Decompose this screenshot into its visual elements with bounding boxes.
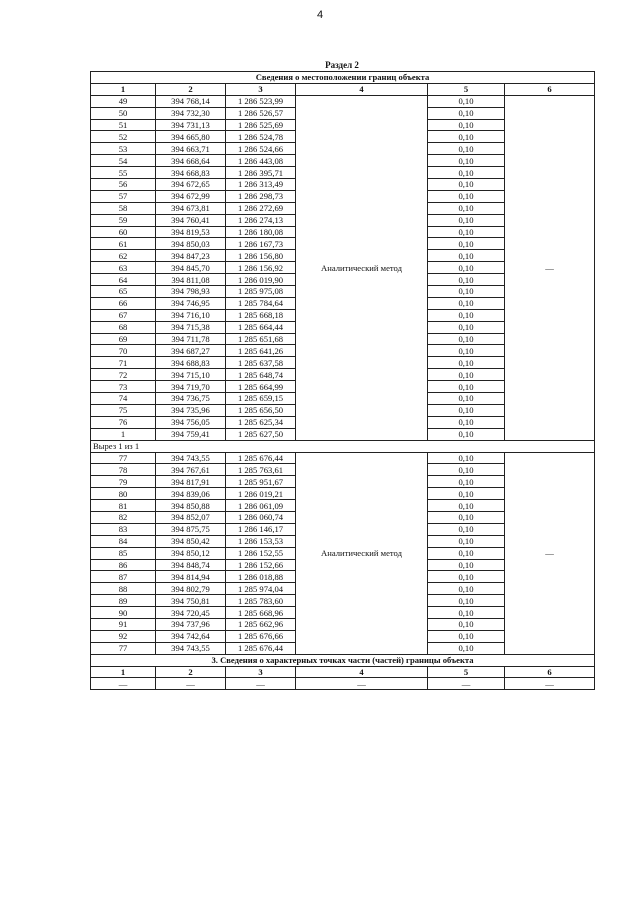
y-coordinate-cell: 1 285 668,96: [226, 607, 296, 619]
precision-cell: 0,10: [428, 452, 505, 464]
point-number-cell: 56: [91, 179, 156, 191]
precision-cell: 0,10: [428, 309, 505, 321]
y-coordinate-cell: 1 286 523,99: [226, 95, 296, 107]
y-coordinate-cell: 1 285 662,96: [226, 618, 296, 630]
point-number-cell: 75: [91, 404, 156, 416]
empty-cell: —: [505, 678, 595, 690]
point-number-cell: 83: [91, 523, 156, 535]
x-coordinate-cell: 394 850,03: [156, 238, 226, 250]
x-coordinate-cell: 394 743,55: [156, 642, 226, 654]
section3-caption-row: [91, 654, 595, 666]
y-coordinate-cell: 1 286 156,80: [226, 250, 296, 262]
point-number-cell: 81: [91, 500, 156, 512]
precision-cell: 0,10: [428, 190, 505, 202]
point-number-cell: 63: [91, 262, 156, 274]
precision-cell: 0,10: [428, 488, 505, 500]
precision-cell: 0,10: [428, 238, 505, 250]
x-coordinate-cell: 394 715,10: [156, 369, 226, 381]
point-number-cell: 76: [91, 416, 156, 428]
point-number-cell: 88: [91, 583, 156, 595]
column-number: 5: [428, 83, 505, 95]
precision-cell: 0,10: [428, 107, 505, 119]
point-number-cell: 51: [91, 119, 156, 131]
precision-cell: 0,10: [428, 202, 505, 214]
point-number-cell: 50: [91, 107, 156, 119]
y-coordinate-cell: 1 285 975,08: [226, 286, 296, 298]
precision-cell: 0,10: [428, 274, 505, 286]
point-number-cell: 52: [91, 131, 156, 143]
point-number-cell: 67: [91, 309, 156, 321]
x-coordinate-cell: 394 672,65: [156, 179, 226, 191]
y-coordinate-cell: 1 286 524,78: [226, 131, 296, 143]
point-number-cell: 54: [91, 155, 156, 167]
column-number: 5: [428, 666, 505, 678]
point-number-cell: 74: [91, 393, 156, 405]
y-coordinate-cell: 1 285 664,44: [226, 321, 296, 333]
column6-cell: —: [505, 452, 595, 654]
x-coordinate-cell: 394 760,41: [156, 214, 226, 226]
point-number-cell: 65: [91, 286, 156, 298]
precision-cell: 0,10: [428, 214, 505, 226]
table-row: [91, 95, 595, 107]
y-coordinate-cell: 1 285 763,61: [226, 464, 296, 476]
x-coordinate-cell: 394 736,75: [156, 393, 226, 405]
point-number-cell: 85: [91, 547, 156, 559]
column-number: 1: [91, 666, 156, 678]
y-coordinate-cell: 1 285 625,34: [226, 416, 296, 428]
point-number-cell: 70: [91, 345, 156, 357]
x-coordinate-cell: 394 735,96: [156, 404, 226, 416]
precision-cell: 0,10: [428, 535, 505, 547]
precision-cell: 0,10: [428, 428, 505, 440]
x-coordinate-cell: 394 668,64: [156, 155, 226, 167]
point-number-cell: 77: [91, 642, 156, 654]
x-coordinate-cell: 394 746,95: [156, 297, 226, 309]
y-coordinate-cell: 1 286 524,66: [226, 143, 296, 155]
y-coordinate-cell: 1 285 637,58: [226, 357, 296, 369]
y-coordinate-cell: 1 285 664,99: [226, 381, 296, 393]
precision-cell: 0,10: [428, 250, 505, 262]
point-number-cell: 57: [91, 190, 156, 202]
precision-cell: 0,10: [428, 464, 505, 476]
point-number-cell: 78: [91, 464, 156, 476]
y-coordinate-cell: 1 286 443,08: [226, 155, 296, 167]
empty-cell: —: [91, 678, 156, 690]
column-number: 4: [296, 666, 428, 678]
y-coordinate-cell: 1 285 659,15: [226, 393, 296, 405]
y-coordinate-cell: 1 286 153,53: [226, 535, 296, 547]
section-title: Раздел 2: [325, 60, 359, 70]
x-coordinate-cell: 394 688,83: [156, 357, 226, 369]
precision-cell: 0,10: [428, 155, 505, 167]
precision-cell: 0,10: [428, 607, 505, 619]
x-coordinate-cell: 394 847,23: [156, 250, 226, 262]
cutout-label: Вырез 1 из 1: [91, 440, 595, 452]
x-coordinate-cell: 394 663,71: [156, 143, 226, 155]
column-number: 2: [156, 83, 226, 95]
y-coordinate-cell: 1 286 146,17: [226, 523, 296, 535]
page-number: 4: [316, 9, 324, 21]
y-coordinate-cell: 1 285 627,50: [226, 428, 296, 440]
precision-cell: 0,10: [428, 511, 505, 523]
y-coordinate-cell: 1 286 152,55: [226, 547, 296, 559]
point-number-cell: 1: [91, 428, 156, 440]
point-number-cell: 72: [91, 369, 156, 381]
x-coordinate-cell: 394 665,80: [156, 131, 226, 143]
point-number-cell: 80: [91, 488, 156, 500]
y-coordinate-cell: 1 286 019,21: [226, 488, 296, 500]
precision-cell: 0,10: [428, 226, 505, 238]
method-cell: Аналитический метод: [296, 95, 428, 440]
precision-cell: 0,10: [428, 523, 505, 535]
precision-cell: 0,10: [428, 571, 505, 583]
precision-cell: 0,10: [428, 630, 505, 642]
point-number-cell: 58: [91, 202, 156, 214]
x-coordinate-cell: 394 814,94: [156, 571, 226, 583]
precision-cell: 0,10: [428, 167, 505, 179]
precision-cell: 0,10: [428, 559, 505, 571]
column-number: 3: [226, 666, 296, 678]
x-coordinate-cell: 394 802,79: [156, 583, 226, 595]
precision-cell: 0,10: [428, 143, 505, 155]
column-number: 6: [505, 83, 595, 95]
y-coordinate-cell: 1 286 274,13: [226, 214, 296, 226]
y-coordinate-cell: 1 286 272,69: [226, 202, 296, 214]
precision-cell: 0,10: [428, 500, 505, 512]
precision-cell: 0,10: [428, 547, 505, 559]
y-coordinate-cell: 1 285 951,67: [226, 476, 296, 488]
y-coordinate-cell: 1 286 060,74: [226, 511, 296, 523]
precision-cell: 0,10: [428, 595, 505, 607]
point-number-cell: 71: [91, 357, 156, 369]
point-number-cell: 53: [91, 143, 156, 155]
x-coordinate-cell: 394 875,75: [156, 523, 226, 535]
y-coordinate-cell: 1 286 525,69: [226, 119, 296, 131]
point-number-cell: 84: [91, 535, 156, 547]
y-coordinate-cell: 1 285 676,66: [226, 630, 296, 642]
x-coordinate-cell: 394 732,30: [156, 107, 226, 119]
x-coordinate-cell: 394 737,96: [156, 618, 226, 630]
precision-cell: 0,10: [428, 618, 505, 630]
table-row: [91, 452, 595, 464]
x-coordinate-cell: 394 716,10: [156, 309, 226, 321]
precision-cell: 0,10: [428, 345, 505, 357]
point-number-cell: 79: [91, 476, 156, 488]
y-coordinate-cell: 1 285 974,04: [226, 583, 296, 595]
precision-cell: 0,10: [428, 476, 505, 488]
point-number-cell: 66: [91, 297, 156, 309]
y-coordinate-cell: 1 285 656,50: [226, 404, 296, 416]
point-number-cell: 77: [91, 452, 156, 464]
point-number-cell: 89: [91, 595, 156, 607]
column-number: 2: [156, 666, 226, 678]
y-coordinate-cell: 1 285 668,18: [226, 309, 296, 321]
precision-cell: 0,10: [428, 381, 505, 393]
cutout-row: [91, 440, 595, 452]
point-number-cell: 90: [91, 607, 156, 619]
point-number-cell: 87: [91, 571, 156, 583]
precision-cell: 0,10: [428, 179, 505, 191]
y-coordinate-cell: 1 286 019,90: [226, 274, 296, 286]
precision-cell: 0,10: [428, 404, 505, 416]
point-number-cell: 49: [91, 95, 156, 107]
table-caption: Сведения о местоположении границ объекта: [91, 72, 595, 84]
precision-cell: 0,10: [428, 333, 505, 345]
section3-column-number-row: [91, 666, 595, 678]
precision-cell: 0,10: [428, 416, 505, 428]
y-coordinate-cell: 1 286 018,88: [226, 571, 296, 583]
point-number-cell: 61: [91, 238, 156, 250]
precision-cell: 0,10: [428, 369, 505, 381]
column-number: 1: [91, 83, 156, 95]
section3-caption: 3. Сведения о характерных точках части (частей) границы объекта: [91, 654, 595, 666]
precision-cell: 0,10: [428, 286, 505, 298]
x-coordinate-cell: 394 817,91: [156, 476, 226, 488]
y-coordinate-cell: 1 285 648,74: [226, 369, 296, 381]
x-coordinate-cell: 394 798,93: [156, 286, 226, 298]
x-coordinate-cell: 394 687,27: [156, 345, 226, 357]
x-coordinate-cell: 394 767,61: [156, 464, 226, 476]
point-number-cell: 55: [91, 167, 156, 179]
x-coordinate-cell: 394 720,45: [156, 607, 226, 619]
table-caption-row: [91, 72, 595, 84]
y-coordinate-cell: 1 286 298,73: [226, 190, 296, 202]
x-coordinate-cell: 394 852,07: [156, 511, 226, 523]
column-number-row: [91, 83, 595, 95]
point-number-cell: 60: [91, 226, 156, 238]
empty-cell: —: [226, 678, 296, 690]
x-coordinate-cell: 394 672,99: [156, 190, 226, 202]
point-number-cell: 92: [91, 630, 156, 642]
y-coordinate-cell: 1 286 152,66: [226, 559, 296, 571]
precision-cell: 0,10: [428, 321, 505, 333]
precision-cell: 0,10: [428, 95, 505, 107]
empty-cell: —: [428, 678, 505, 690]
precision-cell: 0,10: [428, 583, 505, 595]
point-number-cell: 69: [91, 333, 156, 345]
y-coordinate-cell: 1 285 641,26: [226, 345, 296, 357]
x-coordinate-cell: 394 750,81: [156, 595, 226, 607]
y-coordinate-cell: 1 286 167,73: [226, 238, 296, 250]
precision-cell: 0,10: [428, 642, 505, 654]
precision-cell: 0,10: [428, 119, 505, 131]
point-number-cell: 82: [91, 511, 156, 523]
point-number-cell: 86: [91, 559, 156, 571]
y-coordinate-cell: 1 286 395,71: [226, 167, 296, 179]
y-coordinate-cell: 1 285 651,68: [226, 333, 296, 345]
y-coordinate-cell: 1 285 676,44: [226, 452, 296, 464]
x-coordinate-cell: 394 839,06: [156, 488, 226, 500]
y-coordinate-cell: 1 285 784,64: [226, 297, 296, 309]
y-coordinate-cell: 1 286 180,08: [226, 226, 296, 238]
x-coordinate-cell: 394 668,83: [156, 167, 226, 179]
precision-cell: 0,10: [428, 393, 505, 405]
point-number-cell: 59: [91, 214, 156, 226]
empty-cell: —: [296, 678, 428, 690]
x-coordinate-cell: 394 742,64: [156, 630, 226, 642]
x-coordinate-cell: 394 711,78: [156, 333, 226, 345]
x-coordinate-cell: 394 819,53: [156, 226, 226, 238]
section3-empty-row: [91, 678, 595, 690]
x-coordinate-cell: 394 731,13: [156, 119, 226, 131]
y-coordinate-cell: 1 285 676,44: [226, 642, 296, 654]
y-coordinate-cell: 1 286 156,92: [226, 262, 296, 274]
empty-cell: —: [156, 678, 226, 690]
precision-cell: 0,10: [428, 131, 505, 143]
x-coordinate-cell: 394 850,12: [156, 547, 226, 559]
point-number-cell: 62: [91, 250, 156, 262]
boundary-table: [90, 71, 595, 690]
x-coordinate-cell: 394 759,41: [156, 428, 226, 440]
x-coordinate-cell: 394 850,88: [156, 500, 226, 512]
x-coordinate-cell: 394 811,08: [156, 274, 226, 286]
x-coordinate-cell: 394 719,70: [156, 381, 226, 393]
precision-cell: 0,10: [428, 297, 505, 309]
x-coordinate-cell: 394 756,05: [156, 416, 226, 428]
y-coordinate-cell: 1 286 526,57: [226, 107, 296, 119]
x-coordinate-cell: 394 743,55: [156, 452, 226, 464]
column-number: 4: [296, 83, 428, 95]
x-coordinate-cell: 394 673,81: [156, 202, 226, 214]
x-coordinate-cell: 394 848,74: [156, 559, 226, 571]
y-coordinate-cell: 1 286 313,49: [226, 179, 296, 191]
x-coordinate-cell: 394 715,38: [156, 321, 226, 333]
precision-cell: 0,10: [428, 357, 505, 369]
point-number-cell: 68: [91, 321, 156, 333]
point-number-cell: 73: [91, 381, 156, 393]
column-number: 3: [226, 83, 296, 95]
x-coordinate-cell: 394 845,70: [156, 262, 226, 274]
column6-cell: —: [505, 95, 595, 440]
precision-cell: 0,10: [428, 262, 505, 274]
point-number-cell: 64: [91, 274, 156, 286]
point-number-cell: 91: [91, 618, 156, 630]
x-coordinate-cell: 394 768,14: [156, 95, 226, 107]
method-cell: Аналитический метод: [296, 452, 428, 654]
y-coordinate-cell: 1 285 783,60: [226, 595, 296, 607]
y-coordinate-cell: 1 286 061,09: [226, 500, 296, 512]
column-number: 6: [505, 666, 595, 678]
x-coordinate-cell: 394 850,42: [156, 535, 226, 547]
